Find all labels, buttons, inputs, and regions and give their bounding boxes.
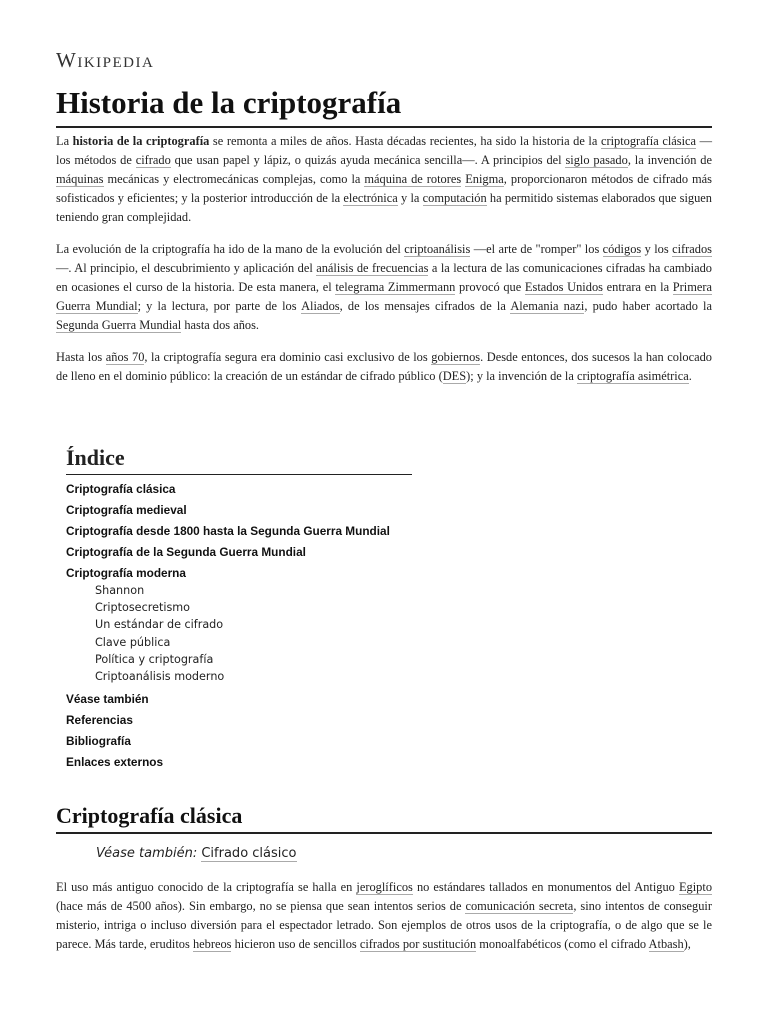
text-run: , de los mensajes cifrados de la bbox=[339, 299, 511, 313]
wiki-link[interactable]: jeroglíficos bbox=[356, 880, 413, 894]
table-of-contents bbox=[66, 444, 412, 773]
toc-entry[interactable] bbox=[66, 542, 412, 563]
toc-entry[interactable] bbox=[66, 563, 412, 685]
see-also-prefix: Véase también: bbox=[96, 846, 198, 861]
toc-entry-label[interactable]: Referencias bbox=[66, 713, 133, 728]
toc-entry[interactable] bbox=[66, 710, 412, 731]
text-run: La bbox=[56, 134, 73, 148]
toc-entry[interactable] bbox=[66, 521, 412, 542]
text-run: que usan papel y lápiz, o quizás ayuda mecánica sencilla—. A principios del bbox=[170, 153, 566, 167]
text-run: provocó que bbox=[455, 280, 525, 294]
wiki-link[interactable]: códigos bbox=[602, 242, 642, 256]
text-run: se remonta a miles de años. Hasta décadas recientes, ha sido la historia de la bbox=[209, 134, 601, 148]
toc-list bbox=[66, 479, 412, 773]
wiki-link[interactable]: criptoanálisis bbox=[404, 242, 471, 256]
toc-subentry[interactable]: Criptosecretismo bbox=[95, 601, 191, 615]
toc-entry-label[interactable]: Criptografía clásica bbox=[66, 482, 176, 496]
wiki-link[interactable]: siglo pasado bbox=[565, 153, 628, 167]
toc-sublist bbox=[95, 582, 412, 685]
text-run: , la invención de bbox=[627, 153, 712, 167]
toc-entry-label[interactable]: Criptografía de la Segunda Guerra Mundial bbox=[66, 545, 306, 559]
wiki-link[interactable]: Alemania nazi bbox=[510, 299, 585, 313]
text-run: , sino intentos de conseguir misterio, intriga o incluso diversión para el espectador letrado. Son ejemplos de otros usos de la criptografía, o de algo que se le parece. Más tarde, eruditos bbox=[56, 899, 713, 951]
intro-paragraph-3 bbox=[56, 348, 712, 386]
text-run: ), bbox=[683, 937, 691, 951]
text-run: a la lectura de las comunicaciones cifradas ha cambiado en ocasiones el curso de la historia. De esta manera, el bbox=[56, 261, 713, 294]
text-run: hasta dos años. bbox=[181, 318, 260, 332]
wiki-link[interactable]: DES bbox=[442, 369, 467, 383]
wiki-link[interactable]: telegrama Zimmermann bbox=[335, 280, 456, 294]
section-heading-criptografia-clasica: Criptografía clásica bbox=[56, 802, 712, 834]
wiki-link[interactable]: cifrado bbox=[135, 153, 171, 167]
wiki-link[interactable]: Egipto bbox=[678, 880, 713, 894]
wiki-link[interactable]: comunicación secreta bbox=[465, 899, 574, 913]
section-paragraph-1 bbox=[56, 878, 712, 954]
toc-entry[interactable] bbox=[66, 731, 412, 752]
see-also-note bbox=[96, 846, 297, 861]
wikipedia-logo[interactable]: Wikipedia bbox=[56, 48, 155, 72]
wiki-link[interactable]: criptografía clásica bbox=[600, 134, 697, 148]
bold-term: historia de la criptografía bbox=[72, 134, 210, 148]
wiki-link[interactable]: Estados Unidos bbox=[524, 280, 603, 294]
wiki-link[interactable]: cifrados por sustitución bbox=[359, 937, 477, 951]
text-run: . Desde entonces, dos sucesos la han colocado de lleno en el dominio público: la creación de un estándar de cifrado público ( bbox=[56, 350, 712, 383]
wiki-link[interactable]: Atbash bbox=[648, 937, 684, 951]
text-run: La evolución de la criptografía ha ido de la mano de la evolución del bbox=[56, 242, 405, 256]
text-run: , proporcionaron métodos de cifrado más sofisticados y eficientes; y la posterior introducción de la bbox=[56, 172, 712, 205]
text-run: —. Al principio, el descubrimiento y aplicación del bbox=[56, 261, 317, 275]
wiki-link[interactable]: criptografía asimétrica bbox=[576, 369, 689, 383]
intro-paragraph-1 bbox=[56, 132, 712, 227]
wiki-link[interactable]: electrónica bbox=[343, 191, 398, 205]
wiki-link[interactable]: máquina de rotores bbox=[364, 172, 462, 186]
toc-entry[interactable] bbox=[66, 752, 412, 773]
toc-subentry[interactable]: Clave pública bbox=[95, 635, 171, 649]
wiki-link[interactable]: máquinas bbox=[56, 172, 104, 186]
text-run: mecánicas y electromecánicas complejas, como la bbox=[103, 172, 365, 186]
text-run: —los métodos de bbox=[56, 134, 712, 167]
wiki-link[interactable]: Segunda Guerra Mundial bbox=[56, 318, 182, 332]
toc-entry-label[interactable]: Criptografía desde 1800 hasta la Segunda Guerra Mundial bbox=[66, 524, 390, 538]
toc-subentry[interactable]: Criptoanálisis moderno bbox=[95, 670, 225, 684]
text-run: entrara en la bbox=[602, 280, 673, 294]
wiki-link[interactable]: gobiernos bbox=[431, 350, 481, 364]
toc-entry[interactable] bbox=[66, 500, 412, 521]
toc-entry[interactable] bbox=[66, 479, 412, 500]
wiki-link[interactable]: cifrados bbox=[672, 242, 712, 256]
wiki-link[interactable]: Primera Guerra Mundial bbox=[56, 280, 712, 313]
text-run: y la bbox=[397, 191, 423, 205]
toc-title: Índice bbox=[66, 444, 412, 475]
wiki-link[interactable]: Enigma bbox=[465, 172, 504, 186]
wiki-link[interactable]: Aliados bbox=[301, 299, 340, 313]
toc-entry-label[interactable]: Enlaces externos bbox=[66, 755, 164, 770]
toc-entry-label[interactable]: Criptografía moderna bbox=[66, 566, 186, 580]
wiki-link[interactable]: hebreos bbox=[192, 937, 232, 951]
toc-entry-label[interactable]: Criptografía medieval bbox=[66, 503, 187, 517]
text-run: , pudo haber acortado la bbox=[584, 299, 713, 313]
text-run: no estándares tallados en monumentos del Antiguo bbox=[412, 880, 679, 894]
text-run: ); y la invención de la bbox=[466, 369, 577, 383]
text-run: . bbox=[688, 369, 692, 383]
page-title: Historia de la criptografía bbox=[56, 84, 712, 128]
wiki-link[interactable]: análisis de frecuencias bbox=[316, 261, 429, 275]
intro-paragraph-2 bbox=[56, 240, 712, 335]
text-run: y los bbox=[641, 242, 673, 256]
text-run: —el arte de "romper" los bbox=[470, 242, 603, 256]
wiki-link[interactable]: computación bbox=[422, 191, 487, 205]
text-run: El uso más antiguo conocido de la criptografía se halla en bbox=[56, 880, 357, 894]
text-run: monoalfabéticos (como el cifrado bbox=[476, 937, 649, 951]
toc-subentry[interactable]: Política y criptografía bbox=[95, 652, 214, 666]
text-run: hicieron uso de sencillos bbox=[231, 937, 360, 951]
text-run: (hace más de 4500 años). Sin embargo, no se piensa que sean intentos serios de bbox=[56, 899, 466, 913]
text-run: ha permitido sistemas elaborados que siguen teniendo gran complejidad. bbox=[56, 191, 713, 224]
wiki-link[interactable]: años 70 bbox=[105, 350, 145, 364]
text-run: ; y la lectura, por parte de los bbox=[137, 299, 302, 313]
toc-subentry[interactable]: Shannon bbox=[95, 584, 145, 597]
see-also-link[interactable]: Cifrado clásico bbox=[201, 846, 297, 861]
text-run: Hasta los bbox=[56, 350, 106, 364]
text-run: , la criptografía segura era dominio casi exclusivo de los bbox=[144, 350, 432, 364]
toc-entry-label[interactable]: Bibliografía bbox=[66, 734, 131, 749]
toc-entry-label[interactable]: Véase también bbox=[66, 692, 149, 707]
toc-subentry[interactable]: Un estándar de cifrado bbox=[95, 618, 224, 632]
toc-entry[interactable] bbox=[66, 689, 412, 710]
